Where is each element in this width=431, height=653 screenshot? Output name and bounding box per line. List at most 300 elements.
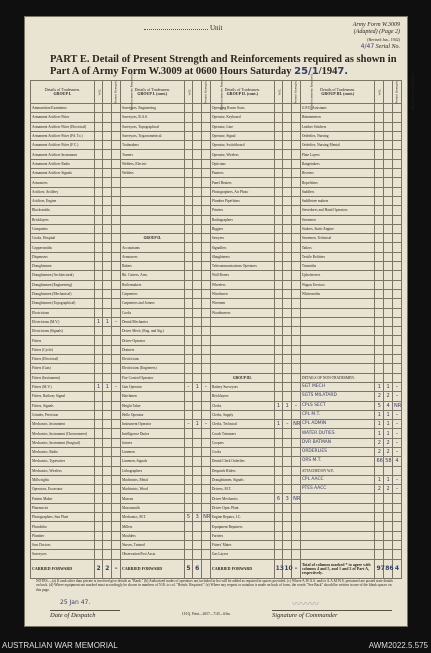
reinf-cell: – — [292, 559, 301, 578]
posted-cell — [384, 187, 393, 196]
trade-label — [210, 327, 274, 336]
we-cell — [274, 289, 283, 298]
trade-label — [120, 196, 184, 205]
trade-label — [300, 503, 375, 512]
reinf-cell — [202, 131, 211, 140]
we-cell — [274, 234, 283, 243]
posted-cell — [193, 438, 202, 447]
posted-cell: 6 — [193, 559, 202, 578]
posted-cell: – — [283, 420, 292, 429]
we-cell — [274, 317, 283, 326]
trade-label: Bakers — [120, 262, 184, 271]
reinf-cell — [112, 159, 121, 168]
reinf-cell — [292, 215, 301, 224]
we-cell — [184, 271, 193, 280]
we-cell — [274, 215, 283, 224]
we-cell — [184, 159, 193, 168]
reinf-cell — [393, 336, 402, 345]
posted-cell — [103, 169, 112, 178]
posted-cell — [103, 531, 112, 540]
reinf-cell — [292, 280, 301, 289]
trade-label: Whitesmiths — [300, 289, 375, 298]
serial-label: Serial No. — [375, 44, 400, 50]
posted-cell — [384, 196, 393, 205]
we-cell — [184, 447, 193, 456]
we-cell — [375, 550, 384, 559]
reinf-cell — [202, 345, 211, 354]
posted-cell — [283, 485, 292, 494]
trade-label — [300, 522, 375, 531]
details-heading: Details of Tradesmen. — [134, 87, 170, 92]
reinf-cell: – — [393, 438, 402, 447]
posted-cell — [103, 420, 112, 429]
posted-cell — [384, 243, 393, 252]
we-cell — [274, 522, 283, 531]
reinf-cell — [292, 364, 301, 373]
reinf-cell — [292, 262, 301, 271]
reinf-cell: 4 — [393, 457, 402, 466]
we-cell — [94, 540, 103, 549]
we-cell — [94, 355, 103, 364]
reinf-cell — [112, 429, 121, 438]
trade-label: ATTACHED BY W.E. — [300, 466, 375, 475]
we-cell — [375, 196, 384, 205]
reinf-cell: – — [393, 410, 402, 419]
trade-label: Surveyors, Trigonometrical — [120, 131, 184, 140]
we-cell — [184, 289, 193, 298]
we-cell — [375, 531, 384, 540]
reinf-cell — [112, 243, 121, 252]
we-cell — [375, 289, 384, 298]
reinf-cell — [393, 122, 402, 131]
we-cell — [94, 485, 103, 494]
we-cell — [184, 531, 193, 540]
trade-label: Masonsmith — [120, 503, 184, 512]
reinf-cell — [393, 196, 402, 205]
we-cell: – — [184, 420, 193, 429]
posted-cell — [283, 327, 292, 336]
posted-cell — [193, 122, 202, 131]
posted-cell: 1 — [193, 382, 202, 391]
posted-cell — [103, 141, 112, 150]
posted-cell — [193, 522, 202, 531]
posted-cell — [193, 327, 202, 336]
we-cell — [184, 224, 193, 233]
posted-cell — [283, 475, 292, 484]
table-row — [31, 234, 402, 243]
we-cell: 97 — [375, 559, 384, 578]
trade-label: Radiographers — [210, 215, 274, 224]
we-cell: 1 — [94, 317, 103, 326]
reinf-cell — [112, 224, 121, 233]
reinf-cell — [292, 373, 301, 382]
table-row — [31, 317, 402, 326]
posted-cell — [283, 187, 292, 196]
reinf-cell — [393, 364, 402, 373]
we-cell — [184, 215, 193, 224]
reinf-cell — [292, 169, 301, 178]
trade-label: Riggers — [210, 224, 274, 233]
table-row — [31, 522, 402, 531]
reinf-cell — [393, 234, 402, 243]
trade-label: Operators, Excavator — [31, 485, 95, 494]
we-cell — [274, 327, 283, 336]
posted-cell: 1 — [384, 475, 393, 484]
trade-label: ORS M.T. — [300, 457, 375, 466]
table-row — [31, 169, 402, 178]
reinf-cell: – — [393, 447, 402, 456]
we-cell — [94, 271, 103, 280]
we-cell — [94, 299, 103, 308]
reinf-cell — [393, 355, 402, 364]
we-cell — [375, 513, 384, 522]
trade-label: Draughtsmen (Engineering) — [31, 280, 95, 289]
reinf-cell — [202, 559, 211, 578]
posted-cell — [103, 392, 112, 401]
posted-cell: 1 — [193, 420, 202, 429]
posted-cell — [384, 252, 393, 261]
reinf-cell — [292, 550, 301, 559]
we-cell — [94, 187, 103, 196]
reinf-cell — [112, 206, 121, 215]
trade-label — [300, 327, 375, 336]
we-cell — [375, 150, 384, 159]
posted-cell — [384, 355, 393, 364]
posted-cell — [103, 401, 112, 410]
posted-cell — [384, 336, 393, 345]
group-heading: GROUP II. (cont.) — [226, 91, 258, 96]
trade-label: Armourers — [31, 178, 95, 187]
trade-label: Operator, Switchboard — [210, 141, 274, 150]
we-heading: W.E. — [97, 88, 102, 96]
we-cell — [94, 457, 103, 466]
trade-label: Fire Control Operator — [120, 373, 184, 382]
table-row — [31, 513, 402, 522]
reinf-cell — [202, 336, 211, 345]
we-cell — [274, 252, 283, 261]
posted-cell — [283, 243, 292, 252]
posted-cell — [193, 364, 202, 373]
we-cell — [375, 169, 384, 178]
we-cell — [184, 392, 193, 401]
trade-label: SGT MECH — [300, 382, 375, 391]
we-cell — [184, 540, 193, 549]
posted-cell — [103, 104, 112, 113]
posted-cell — [384, 206, 393, 215]
reinf-heading: Reinforcements Required. — [219, 73, 224, 111]
reinf-cell — [202, 206, 211, 215]
posted-cell — [384, 308, 393, 317]
posted-cell — [193, 503, 202, 512]
trade-label: Millwrights — [31, 475, 95, 484]
we-cell — [375, 224, 384, 233]
posted-cell — [103, 345, 112, 354]
posted-cell — [193, 531, 202, 540]
posted-cell — [193, 336, 202, 345]
trade-label: Saddletree makers — [300, 196, 375, 205]
table-row — [31, 364, 402, 373]
reinf-cell — [202, 317, 211, 326]
we-cell — [274, 364, 283, 373]
we-cell — [375, 252, 384, 261]
posted-cell — [283, 308, 292, 317]
table-row — [31, 373, 402, 382]
reinf-cell — [202, 475, 211, 484]
trade-label: Photographers, Sun Plate — [31, 513, 95, 522]
we-cell — [375, 494, 384, 503]
we-cell — [94, 206, 103, 215]
trade-label: Coopers — [210, 438, 274, 447]
reinf-cell — [393, 104, 402, 113]
table-row — [31, 159, 402, 168]
we-cell — [94, 420, 103, 429]
we-cell — [94, 113, 103, 122]
trade-label: Gun Operator — [120, 382, 184, 391]
reinf-cell: – — [393, 485, 402, 494]
reinf-cell — [112, 466, 121, 475]
posted-cell — [283, 429, 292, 438]
posted-cell — [103, 178, 112, 187]
we-cell — [375, 271, 384, 280]
table-row — [31, 243, 402, 252]
we-cell — [184, 252, 193, 261]
reinf-cell — [393, 540, 402, 549]
posted-cell — [103, 513, 112, 522]
trade-label: Photolitho — [31, 522, 95, 531]
table-row — [31, 420, 402, 429]
trade-label: Artificer, Engine — [31, 196, 95, 205]
we-cell — [274, 308, 283, 317]
reinf-cell — [292, 252, 301, 261]
trade-label: Coach Trimmers — [210, 429, 274, 438]
reinf-cell — [393, 513, 402, 522]
posted-cell — [384, 531, 393, 540]
trade-label: Clerks, Supply — [210, 410, 274, 419]
trade-label: Bit. Cutters, Arm. — [120, 271, 184, 280]
reinf-cell — [202, 447, 211, 456]
trade-label: ORDERLIES — [300, 447, 375, 456]
reinf-cell — [202, 494, 211, 503]
trade-label: Saddlers — [300, 187, 375, 196]
posted-cell — [384, 224, 393, 233]
reinf-cell — [292, 299, 301, 308]
we-cell — [274, 475, 283, 484]
unit-label: Unit — [210, 24, 223, 32]
trade-label: Panel Beaters — [210, 178, 274, 187]
trade-label: Pharmacist — [31, 503, 95, 512]
trade-label: Fitters, Railway Signal — [31, 392, 95, 401]
posted-cell — [384, 364, 393, 373]
reinf-cell — [202, 531, 211, 540]
posted-cell: 2 — [103, 559, 112, 578]
trade-label — [210, 345, 274, 354]
reinf-cell — [393, 159, 402, 168]
reinf-cell — [112, 392, 121, 401]
reinf-cell — [112, 364, 121, 373]
trade-label: Armament Artificer Fitter (Fd. To.) — [31, 131, 95, 140]
trade-label — [300, 345, 375, 354]
reinf-cell — [202, 550, 211, 559]
reinf-cell — [112, 457, 121, 466]
reinf-cell — [112, 438, 121, 447]
reinf-cell — [112, 299, 121, 308]
posted-cell: 58 — [385, 458, 392, 465]
posted-cell — [283, 206, 292, 215]
posted-cell — [103, 336, 112, 345]
reinf-cell — [292, 345, 301, 354]
trade-label: CARRIED FORWARD — [120, 559, 184, 578]
reinf-cell — [202, 299, 211, 308]
trade-label: Machinists, Metal — [120, 475, 184, 484]
we-cell — [94, 141, 103, 150]
trade-label: Draughtsmen (Mechanical) — [31, 289, 95, 298]
reinf-cell — [393, 522, 402, 531]
trade-label: Woodturners — [210, 308, 274, 317]
posted-cell — [283, 522, 292, 531]
posted-cell — [283, 503, 292, 512]
trade-label: Sawyers — [210, 234, 274, 243]
posted-cell — [384, 122, 393, 131]
reinf-cell — [202, 289, 211, 298]
trade-label: Dental Clerk Orderlies — [210, 457, 274, 466]
trade-label: Farriers — [210, 531, 274, 540]
posted-cell — [103, 429, 112, 438]
trade-label: Fitters (Cycle) — [31, 345, 95, 354]
we-cell — [274, 531, 283, 540]
reinf-cell — [112, 150, 121, 159]
we-cell: 5 — [184, 513, 193, 522]
posted-cell — [193, 494, 202, 503]
we-cell — [94, 178, 103, 187]
we-cell — [184, 169, 193, 178]
reinf-cell — [112, 503, 121, 512]
trade-label: Upholsterers — [300, 271, 375, 280]
reinf-cell — [202, 243, 211, 252]
we-cell — [184, 355, 193, 364]
trade-label: Nurses, Trained — [120, 540, 184, 549]
group-heading: GROUP III. (cont.) — [321, 91, 355, 96]
trade-label: Linemen, Signals — [120, 457, 184, 466]
we-cell — [375, 215, 384, 224]
posted-cell — [283, 104, 292, 113]
we-cell — [184, 262, 193, 271]
trade-label: Gas Layers — [210, 550, 274, 559]
posted-cell — [193, 308, 202, 317]
reinf-cell — [202, 104, 211, 113]
reinf-cell — [292, 131, 301, 140]
posted-cell — [193, 457, 202, 466]
trade-label: Storemen — [300, 215, 375, 224]
trade-label: Fitters (Electrical) — [31, 355, 95, 364]
reinf-cell — [112, 262, 121, 271]
posted-cell — [283, 513, 292, 522]
reinf-cell — [112, 271, 121, 280]
reinf-cell — [112, 420, 121, 429]
column-header-we — [94, 81, 103, 104]
trade-label: Toolmakers — [120, 141, 184, 150]
posted-cell — [384, 317, 393, 326]
posted-cell — [384, 234, 393, 243]
trade-label — [300, 531, 375, 540]
form-revised: (Revised Jan., 1942) — [367, 37, 400, 42]
group-heading: GROUP I. — [53, 91, 72, 96]
we-cell: 2 — [375, 447, 384, 456]
posted-cell — [384, 113, 393, 122]
we-heading: W.E. — [277, 88, 281, 96]
posted-cell: 1 — [384, 382, 393, 391]
reinf-cell — [202, 150, 211, 159]
we-cell — [184, 308, 193, 317]
we-cell — [375, 104, 384, 113]
we-cell — [375, 178, 384, 187]
column-header-details — [31, 81, 95, 104]
trade-label: Orderlies, Nursing — [300, 131, 375, 140]
title-year-prefix: /194 — [318, 66, 338, 77]
we-cell — [184, 178, 193, 187]
reinf-cell — [112, 373, 121, 382]
trade-label — [120, 215, 184, 224]
we-cell — [184, 475, 193, 484]
reinf-cell — [292, 206, 301, 215]
posted-cell — [193, 410, 202, 419]
we-cell — [94, 410, 103, 419]
reinf-cell: NR — [293, 495, 301, 502]
posted-cell — [193, 317, 202, 326]
posted-cell — [103, 234, 112, 243]
reinf-cell — [202, 327, 211, 336]
reinf-cell — [112, 550, 121, 559]
reinf-cell — [112, 289, 121, 298]
posted-cell — [193, 355, 202, 364]
posted-cell — [193, 206, 202, 215]
we-cell — [274, 178, 283, 187]
we-cell — [94, 262, 103, 271]
reinf-cell — [393, 224, 402, 233]
posted-cell — [103, 522, 112, 531]
trade-label: G.P.O. Assistants — [300, 104, 375, 113]
we-cell — [274, 429, 283, 438]
we-cell — [94, 447, 103, 456]
we-cell — [375, 206, 384, 215]
we-cell — [94, 150, 103, 159]
posted-cell — [193, 169, 202, 178]
we-cell — [94, 159, 103, 168]
we-cell — [274, 122, 283, 131]
trade-label: Fitters (Gun) — [31, 364, 95, 373]
posted-cell — [193, 141, 202, 150]
trade-label: Fitters' Mates — [210, 540, 274, 549]
we-cell — [274, 280, 283, 289]
posted-cell — [193, 215, 202, 224]
we-cell — [375, 280, 384, 289]
we-cell — [274, 141, 283, 150]
reinf-cell — [202, 224, 211, 233]
trade-label: Fitters — [31, 336, 95, 345]
details-heading: Details of Tradesmen. — [320, 87, 356, 92]
posted-cell — [103, 355, 112, 364]
posted-cell — [103, 224, 112, 233]
posted-cell: 3 — [283, 494, 292, 503]
posted-cell: 86 — [384, 559, 393, 578]
posted-cell — [283, 252, 292, 261]
trade-label — [120, 178, 184, 187]
posted-cell — [384, 280, 393, 289]
posted-cell — [384, 104, 393, 113]
posted-cell: 1 — [103, 382, 112, 391]
table-row — [31, 494, 402, 503]
posted-cell — [384, 178, 393, 187]
we-cell — [375, 141, 384, 150]
